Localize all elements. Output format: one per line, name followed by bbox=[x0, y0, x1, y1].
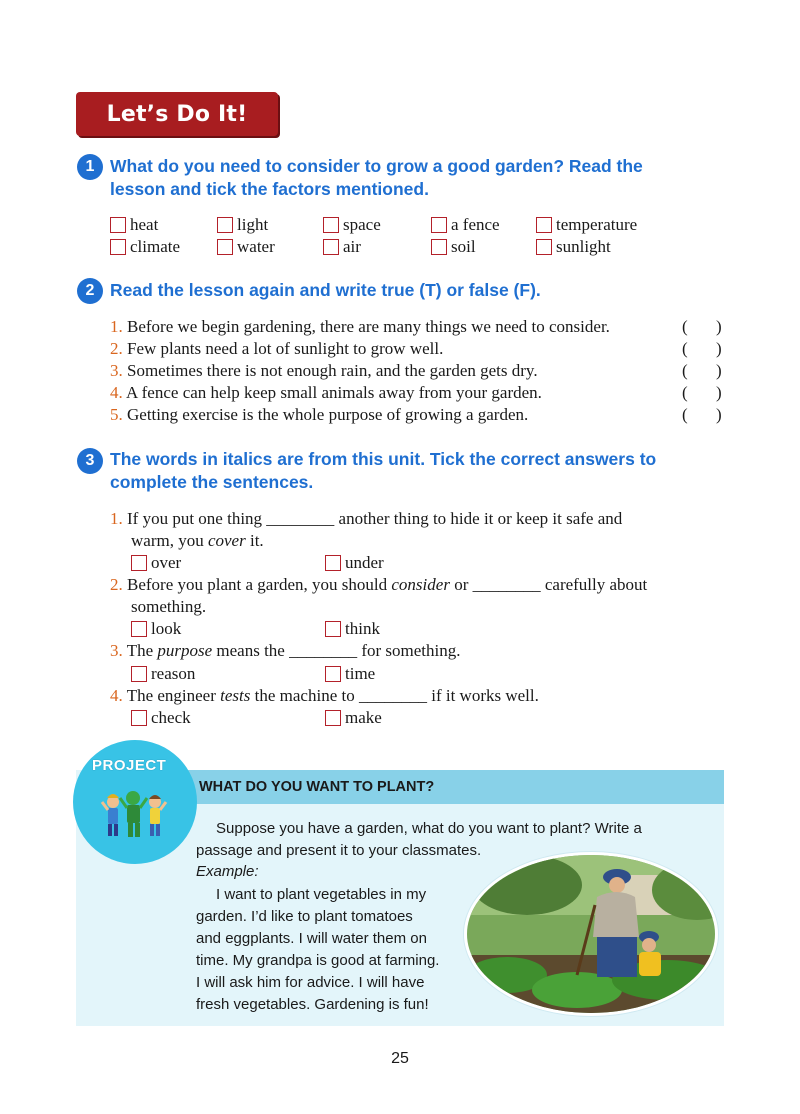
answer-paren-close: ) bbox=[716, 339, 722, 358]
q3-item-2-option-think[interactable]: think bbox=[325, 618, 380, 640]
checkbox[interactable] bbox=[431, 217, 447, 233]
section-banner bbox=[76, 92, 278, 136]
question-2-badge: 2 bbox=[77, 278, 103, 304]
q3-item-1-option-over[interactable]: over bbox=[131, 552, 181, 574]
q3-item-4-option-make[interactable]: make bbox=[325, 707, 382, 729]
q1-option-water[interactable]: water bbox=[217, 236, 323, 257]
q3-item-4: 4. The engineer tests the machine to ________ if it works well. bbox=[110, 686, 539, 705]
example-line: I will ask him for advice. I will have bbox=[196, 974, 425, 991]
example-line: and eggplants. I will water them on bbox=[196, 930, 427, 947]
checkbox[interactable] bbox=[325, 621, 341, 637]
answer-paren-open[interactable]: ( bbox=[682, 317, 688, 336]
section-title: Let’s Do It! bbox=[106, 101, 248, 127]
q2-statement-4: 4. A fence can help keep small animals away from your garden. bbox=[110, 383, 542, 402]
question-3-badge: 3 bbox=[77, 448, 103, 474]
q1-option-air[interactable]: air bbox=[323, 236, 431, 257]
q2-statement-1: 1. Before we begin gardening, there are many things we need to consider. bbox=[110, 317, 610, 336]
example-line: fresh vegetables. Gardening is fun! bbox=[196, 996, 429, 1013]
checkbox[interactable] bbox=[217, 239, 233, 255]
q1-option-climate[interactable]: climate bbox=[110, 236, 217, 257]
page-number: 25 bbox=[391, 1050, 409, 1067]
q1-option-light[interactable]: light bbox=[217, 214, 323, 235]
q2-statement-2: 2. Few plants need a lot of sunlight to grow well. bbox=[110, 339, 444, 358]
q3-item-2: 2. Before you plant a garden, you should consider or ________ carefully about bbox=[110, 575, 648, 594]
checkbox[interactable] bbox=[323, 217, 339, 233]
checkbox[interactable] bbox=[325, 710, 341, 726]
checkbox[interactable] bbox=[431, 239, 447, 255]
answer-paren-open[interactable]: ( bbox=[682, 405, 688, 424]
answer-paren-open[interactable]: ( bbox=[682, 361, 688, 380]
example-line: garden. I’d like to plant tomatoes bbox=[196, 908, 413, 925]
q1-option-heat[interactable]: heat bbox=[110, 214, 217, 235]
checkbox[interactable] bbox=[131, 555, 147, 571]
q3-item-3-option-reason[interactable]: reason bbox=[131, 663, 195, 685]
checkbox[interactable] bbox=[131, 666, 147, 682]
checkbox[interactable] bbox=[536, 239, 552, 255]
checkbox[interactable] bbox=[325, 666, 341, 682]
gardening-photo bbox=[464, 852, 718, 1016]
q3-item-2-cont: something. bbox=[131, 597, 207, 616]
q1-option-space[interactable]: space bbox=[323, 214, 431, 235]
checkbox[interactable] bbox=[110, 239, 126, 255]
q2-statement-3: 3. Sometimes there is not enough rain, and the garden gets dry. bbox=[110, 361, 538, 380]
question-3-title: The words in italics are from this unit. Tick the correct answers to complete the sentences. bbox=[110, 449, 657, 492]
checkbox[interactable] bbox=[325, 555, 341, 571]
answer-paren-close: ) bbox=[716, 383, 722, 402]
q1-option-sunlight[interactable]: sunlight bbox=[536, 236, 611, 257]
checkbox[interactable] bbox=[217, 217, 233, 233]
q3-item-1-cont: warm, you cover it. bbox=[131, 531, 264, 550]
checkbox[interactable] bbox=[536, 217, 552, 233]
q1-option-temperature[interactable]: temperature bbox=[536, 214, 637, 235]
q1-option-soil[interactable]: soil bbox=[431, 236, 536, 257]
example-line: time. My grandpa is good at farming. bbox=[196, 952, 440, 969]
q1-checkbox-row-1 bbox=[110, 214, 637, 235]
question-1-title: What do you need to consider to grow a good garden? Read the lesson and tick the factors mentioned. bbox=[110, 156, 643, 199]
q3-item-3: 3. The purpose means the ________ for something. bbox=[110, 641, 461, 660]
q1-checkbox-row-2 bbox=[110, 236, 611, 257]
project-intro-line-1: Suppose you have a garden, what do you want to plant? Write a bbox=[216, 820, 642, 837]
q2-statement-5: 5. Getting exercise is the whole purpose of growing a garden. bbox=[110, 405, 529, 424]
example-label: Example: bbox=[196, 863, 259, 880]
answer-paren-close: ) bbox=[716, 317, 722, 336]
q3-item-4-option-check[interactable]: check bbox=[131, 707, 191, 729]
project-intro-line-2: passage and present it to your classmates. bbox=[196, 842, 482, 859]
example-line: I want to plant vegetables in my bbox=[216, 886, 427, 903]
gardening-photo-icon bbox=[467, 855, 718, 1016]
q1-option-fence[interactable]: a fence bbox=[431, 214, 536, 235]
question-2-title: Read the lesson again and write true (T) or false (F). bbox=[110, 280, 541, 300]
project-heading: WHAT DO YOU WANT TO PLANT? bbox=[185, 770, 724, 804]
q3-item-3-option-time[interactable]: time bbox=[325, 663, 375, 685]
checkbox[interactable] bbox=[110, 217, 126, 233]
answer-paren-close: ) bbox=[716, 361, 722, 380]
answer-paren-open[interactable]: ( bbox=[682, 339, 688, 358]
q3-item-1-option-under[interactable]: under bbox=[325, 552, 384, 574]
answer-paren-close: ) bbox=[716, 405, 722, 424]
checkbox[interactable] bbox=[131, 621, 147, 637]
project-label: PROJECT bbox=[92, 757, 167, 774]
question-1-badge: 1 bbox=[77, 154, 103, 180]
checkbox[interactable] bbox=[131, 710, 147, 726]
checkbox[interactable] bbox=[323, 239, 339, 255]
q3-item-1: 1. If you put one thing ________ another thing to hide it or keep it safe and bbox=[110, 509, 623, 528]
q3-item-2-option-look[interactable]: look bbox=[131, 618, 181, 640]
answer-paren-open[interactable]: ( bbox=[682, 383, 688, 402]
